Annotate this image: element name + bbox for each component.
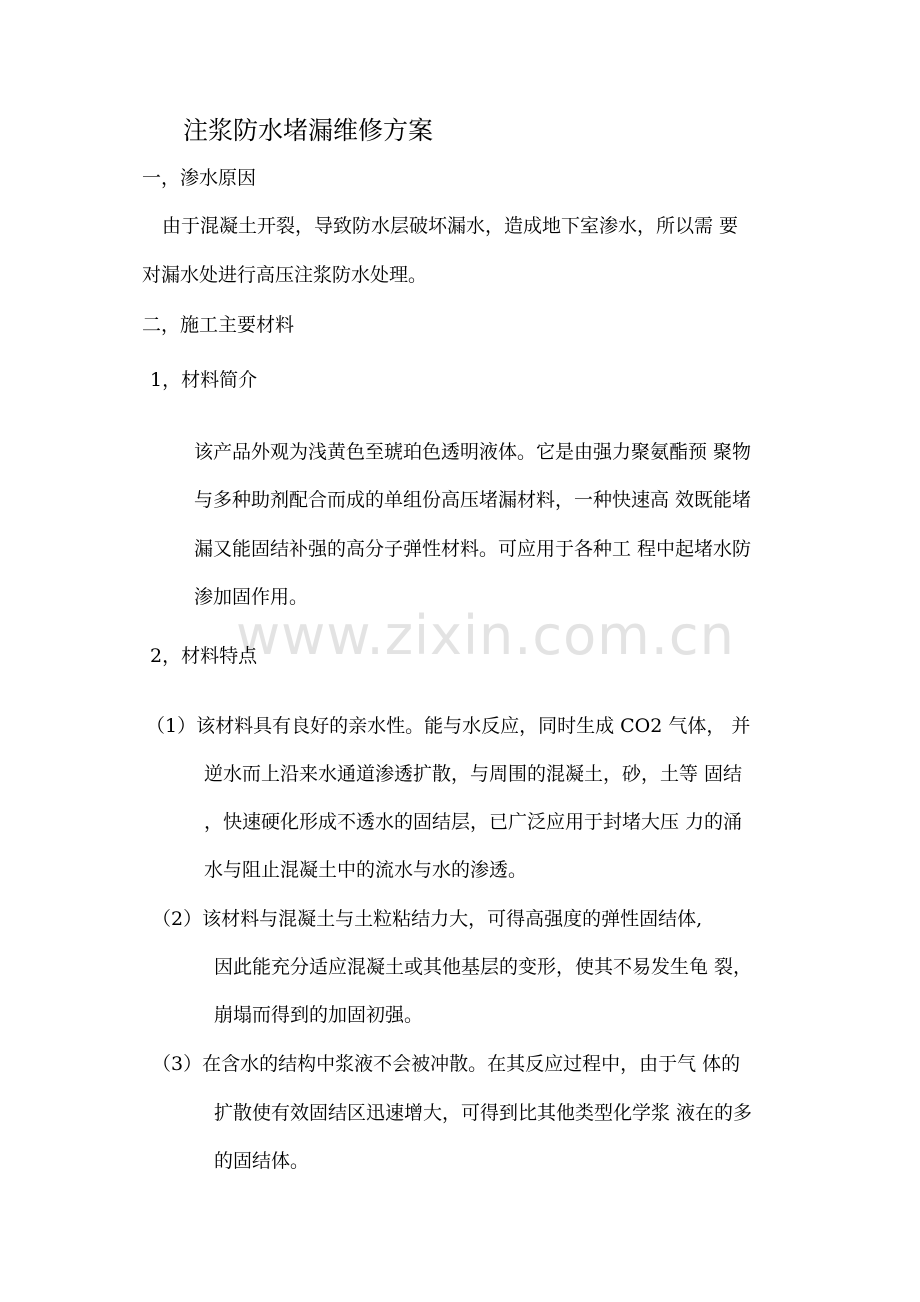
- paragraph-line: 该产品外观为浅黄色至琥珀色透明液体。它是由强力聚氨酯预 聚物: [194, 441, 752, 463]
- document-title: 注浆防水堵漏维修方案: [183, 116, 434, 145]
- paragraph-line: 由于混凝土开裂，导致防水层破坏漏水，造成地下室渗水，所以需 要: [162, 215, 739, 237]
- list-item-line: 的固结体。: [214, 1150, 310, 1172]
- list-item-line: 水与阻止混凝土中的流水与水的渗透。: [204, 859, 528, 881]
- paragraph-line: 渗加固作用。: [194, 586, 309, 608]
- list-item-line: ，快速硬化形成不透水的固结层，已广泛应用于封堵大压 力的涌: [204, 811, 743, 833]
- section-heading-cause: 一，渗水原因: [142, 167, 257, 189]
- paragraph-line: 与多种助剂配合而成的单组份高压堵漏材料，一种快速高 效既能堵: [194, 489, 752, 511]
- list-item-line: （2）该材料与混凝土与土粒粘结力大，可得高强度的弹性固结体,: [152, 908, 703, 930]
- list-item-line: 因此能充分适应混凝土或其他基层的变形，使其不易发生龟 裂，: [214, 956, 753, 978]
- section-heading-materials: 二，施工主要材料: [142, 314, 295, 336]
- list-item-line: 逆水而上沿来水通道渗透扩散，与周围的混凝土，砂，土等 固结: [204, 763, 743, 785]
- subsection-heading-features: 2，材料特点: [150, 645, 258, 667]
- list-item-line: 扩散使有效固结区迅速增大，可得到比其他类型化学浆 液在的多: [214, 1102, 753, 1124]
- paragraph-line: 对漏水处进行高压注浆防水处理。: [142, 264, 428, 286]
- watermark-text: www.zixin.com.cn: [236, 604, 735, 667]
- list-item-line: 崩塌而得到的加固初强。: [214, 1004, 424, 1026]
- subsection-heading-intro: 1，材料简介: [150, 369, 258, 391]
- list-item-line: （3）在含水的结构中浆液不会被冲散。在其反应过程中，由于气 体的: [152, 1053, 741, 1075]
- list-item-line: （1）该材料具有良好的亲水性。能与水反应，同时生成 CO2 气体， 并: [146, 715, 751, 737]
- paragraph-line: 漏又能固结补强的高分子弹性材料。可应用于各种工 程中起堵水防: [194, 538, 752, 560]
